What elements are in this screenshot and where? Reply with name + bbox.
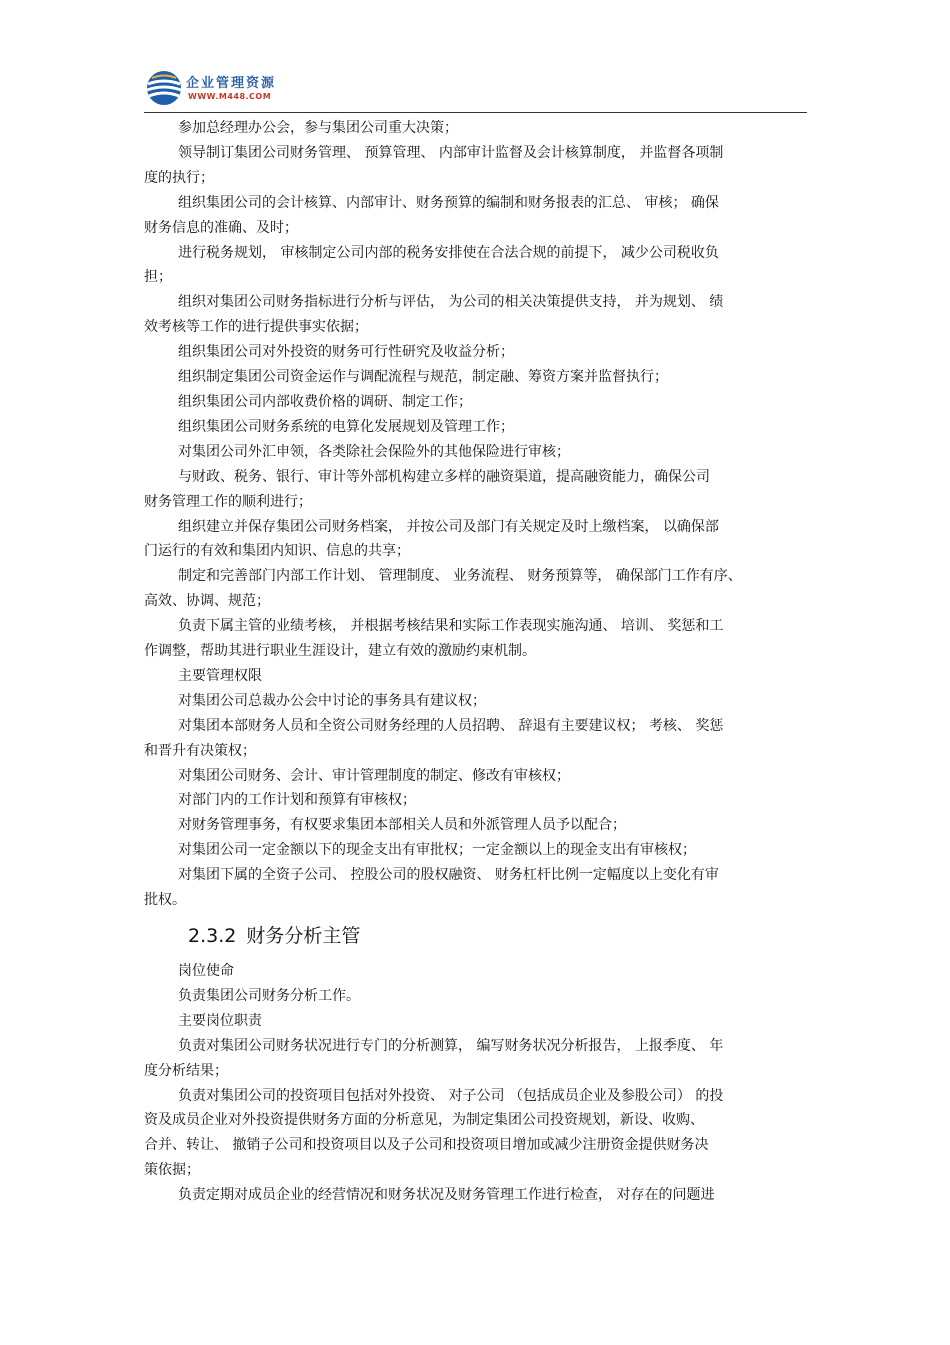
text-line: 对集团公司一定金额以下的现金支出有审批权；一定金额以上的现金支出有审核权； — [178, 842, 696, 859]
text-line: 财务管理工作的顺利进行； — [144, 493, 312, 510]
text-line: 制定和完善部门内部工作计划、 管理制度、 业务流程、 财务预算等， 确保部门工作有序、 — [178, 568, 742, 585]
text-line: 进行税务规划， 审核制定公司内部的税务安排使在合法合规的前提下， 减少公司税收负 — [178, 244, 719, 261]
page-header — [144, 66, 807, 113]
text-line: 组织对集团公司财务指标进行分析与评估， 为公司的相关决策提供支持， 并为规划、 绩 — [178, 294, 724, 311]
text-line: 负责对集团公司的投资项目包括对外投资、 对子公司 （包括成员企业及参股公司） 的投 — [178, 1087, 724, 1104]
text-line: 组织集团公司的会计核算、内部审计、财务预算的编制和财务报表的汇总、 审核； 确保 — [178, 194, 719, 211]
text-line: 负责集团公司财务分析工作。 — [178, 987, 360, 1004]
section-heading — [144, 921, 807, 951]
text-line: 批权。 — [144, 892, 186, 909]
text-line: 对集团公司外汇申领，各类除社会保险外的其他保险进行审核； — [178, 443, 570, 460]
section-number: 2.3.2 — [188, 925, 237, 947]
text-line: 对财务管理事务，有权要求集团本部相关人员和外派管理人员予以配合； — [178, 817, 626, 834]
text-line: 对集团下属的全资子公司、 控股公司的股权融资、 财务杠杆比例一定幅度以上变化有审 — [178, 867, 719, 884]
text-line: 组织建立并保存集团公司财务档案， 并按公司及部门有关规定及时上缴档案， 以确保部 — [178, 518, 719, 535]
text-line: 对集团公司总裁办公会中讨论的事务具有建议权； — [178, 692, 486, 709]
text-line: 岗位使命 — [178, 963, 234, 979]
text-line: 对部门内的工作计划和预算有审核权； — [178, 792, 416, 809]
globe-logo-icon — [144, 68, 184, 108]
text-line: 门运行的有效和集团内知识、信息的共享； — [144, 543, 410, 560]
text-line: 主要岗位职责 — [178, 1012, 262, 1029]
text-line: 作调整，帮助其进行职业生涯设计，建立有效的激励约束机制。 — [144, 643, 536, 660]
text-line: 负责定期对成员企业的经营情况和财务状况及财务管理工作进行检查， 对存在的问题进 — [178, 1187, 715, 1204]
text-line: 组织集团公司财务系统的电算化发展规划及管理工作； — [178, 418, 514, 435]
text-line: 负责对集团公司财务状况进行专门的分析测算， 编写财务状况分析报告， 上报季度、 年 — [178, 1037, 724, 1054]
text-line: 主要管理权限 — [178, 667, 262, 684]
text-line: 组织集团公司内部收费价格的调研、制定工作； — [178, 393, 472, 410]
text-line: 与财政、税务、银行、审计等外部机构建立多样的融资渠道，提高融资能力，确保公司 — [178, 468, 710, 485]
text-line: 财务信息的准确、及时； — [144, 219, 298, 236]
logo-title: 企业管理资源 — [186, 76, 277, 91]
text-line: 效考核等工作的进行提供事实依据； — [144, 319, 368, 336]
text-line: 对集团公司财务、会计、审计管理制度的制定、修改有审核权； — [178, 767, 570, 784]
logo-url: WWW.M448.COM — [188, 92, 272, 101]
text-line: 对集团本部财务人员和全资公司财务经理的人员招聘、 辞退有主要建议权； 考核、 奖惩 — [178, 717, 724, 734]
text-line: 合并、转让、 撤销子公司和投资项目以及子公司和投资项目增加或减少注册资金提供财务决 — [144, 1137, 709, 1154]
text-line: 负责下属主管的业绩考核， 并根据考核结果和实际工作表现实施沟通、 培训、 奖惩和工 — [178, 618, 724, 635]
text-line: 资及成员企业对外投资提供财务方面的分析意见，为制定集团公司投资规划，新设、收购、 — [144, 1112, 704, 1129]
responsibilities-block — [144, 116, 807, 913]
text-line: 和晋升有决策权； — [144, 742, 256, 759]
text-line: 策依据； — [144, 1162, 200, 1179]
section-title: 财务分析主管 — [246, 925, 361, 947]
text-line: 组织集团公司对外投资的财务可行性研究及收益分析； — [178, 344, 514, 361]
analyst-block — [144, 959, 807, 1208]
text-line: 组织制定集团公司资金运作与调配流程与规范，制定融、筹资方案并监督执行； — [178, 369, 668, 386]
document-body — [144, 116, 807, 1208]
text-line: 参加总经理办公会，参与集团公司重大决策； — [178, 120, 458, 136]
text-line: 度分析结果； — [144, 1062, 228, 1079]
text-line: 高效、协调、规范； — [144, 593, 270, 610]
text-line: 领导制订集团公司财务管理、 预算管理、 内部审计监督及会计核算制度， 并监督各项制 — [178, 144, 724, 161]
text-line: 度的执行； — [144, 169, 214, 186]
text-line: 担； — [144, 269, 172, 286]
